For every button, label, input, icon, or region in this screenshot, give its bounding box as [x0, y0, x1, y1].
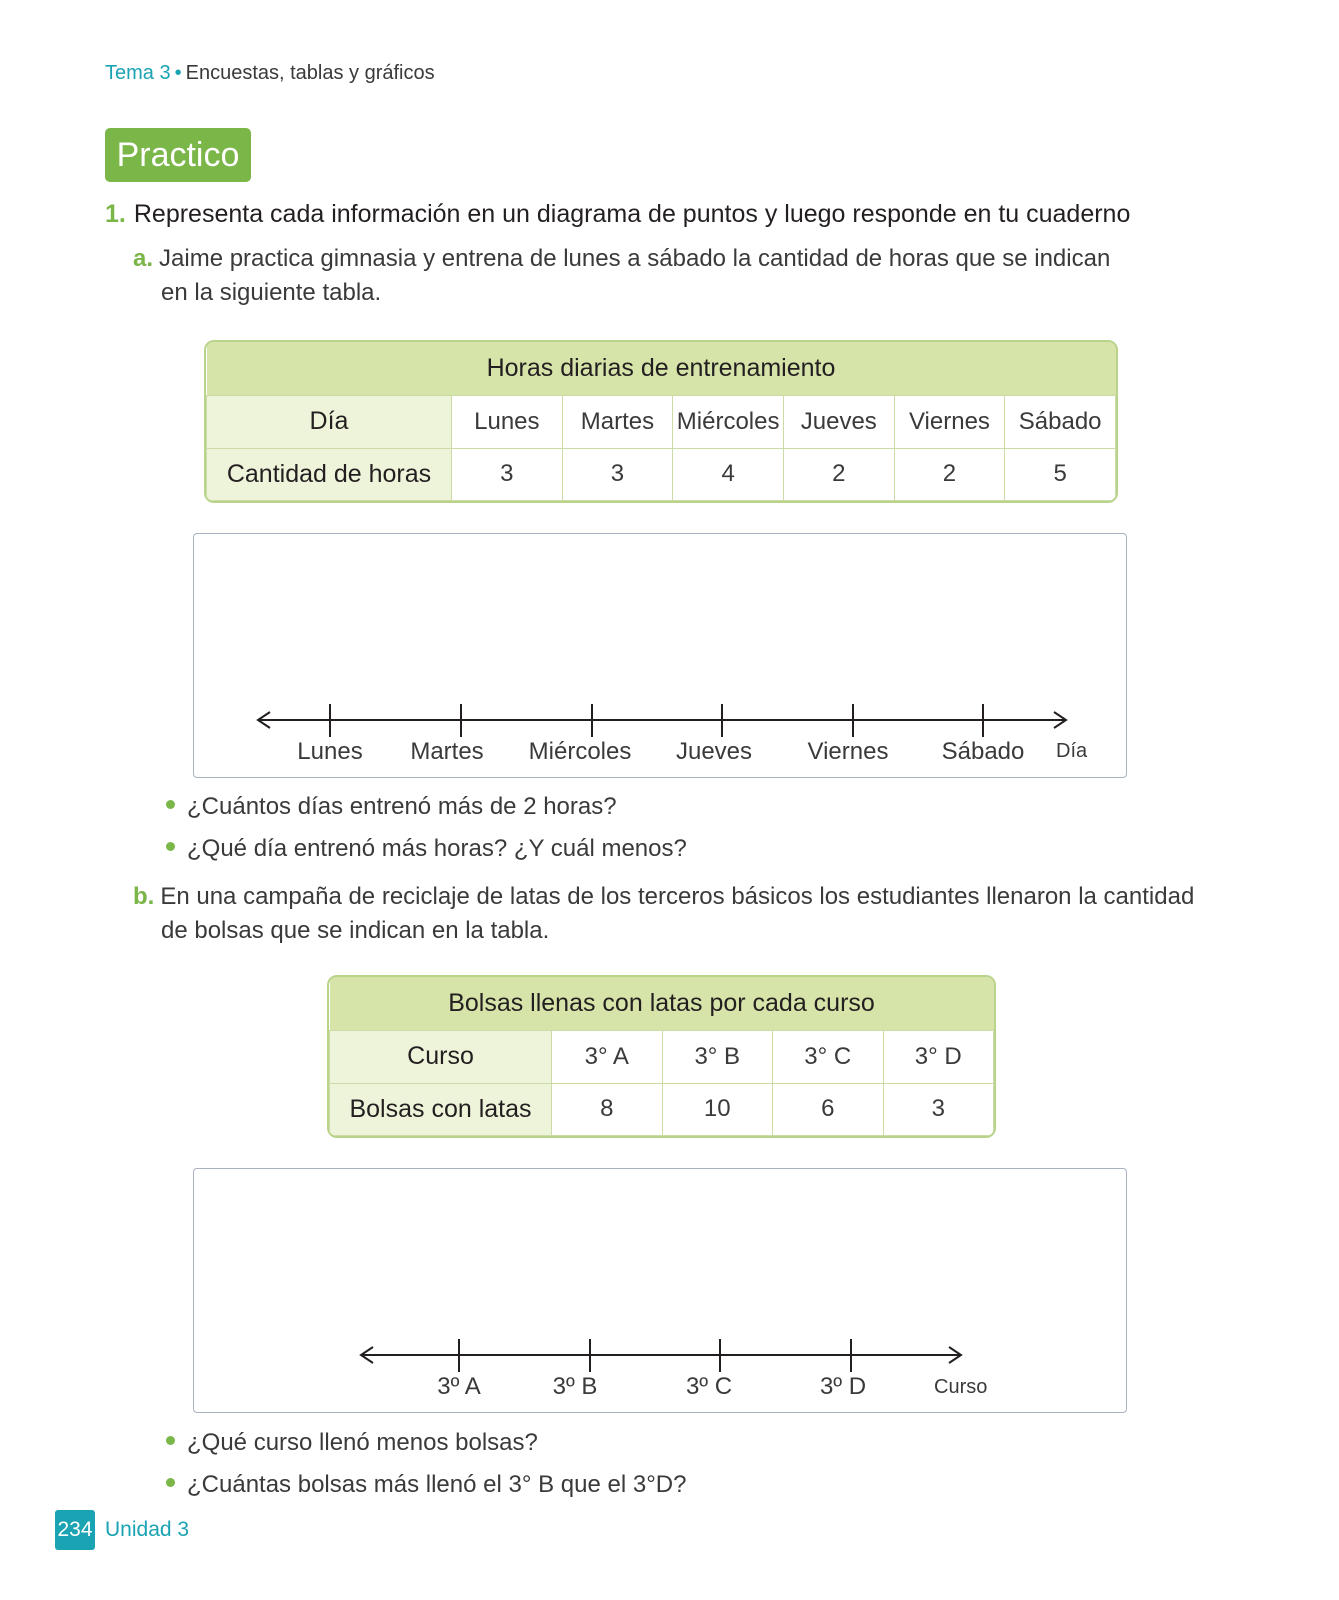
bags-cell: 6: [773, 1083, 884, 1136]
axis-label: Lunes: [297, 738, 363, 765]
bullet-icon: [166, 1436, 175, 1445]
row-header-course: Curso: [330, 1030, 552, 1083]
section-badge: Practico: [105, 128, 251, 182]
question-text: Representa cada información en un diagrama de puntos y luego responde en tu cuaderno: [133, 200, 1131, 228]
course-cell: 3° B: [662, 1030, 773, 1083]
part-letter: b.: [133, 883, 155, 910]
dot-plot-area-a[interactable]: [193, 533, 1127, 778]
unit-label: Unidad 3: [105, 1518, 190, 1541]
dot-plot-area-b[interactable]: [193, 1168, 1127, 1413]
question-1: [105, 200, 1130, 229]
row-header-day: Día: [207, 395, 452, 448]
axis-label: Miércoles: [528, 738, 632, 765]
day-cell: Viernes: [894, 395, 1005, 448]
row-header-bags: Bolsas con latas: [330, 1083, 552, 1136]
bullet-icon: [166, 800, 175, 809]
prompt-line-2: en la siguiente tabla.: [161, 279, 382, 306]
hours-cell: 2: [783, 448, 894, 501]
table-title: Bolsas llenas con latas por cada curso: [330, 977, 994, 1030]
day-cell: Jueves: [783, 395, 894, 448]
prompt-line-2: de bolsas que se indican en la tabla.: [161, 917, 550, 944]
axis-label: Viernes: [807, 738, 889, 765]
axis-label: 3º C: [685, 1373, 733, 1400]
table-title: Horas diarias de entrenamiento: [207, 342, 1116, 395]
question-number: 1.: [105, 200, 126, 228]
axis-name: Curso: [934, 1376, 988, 1398]
topic-subtitle: Encuestas, tablas y gráficos: [185, 62, 435, 84]
day-cell: Lunes: [452, 395, 563, 448]
bags-cell: 8: [552, 1083, 663, 1136]
topic-label: Tema 3: [105, 62, 171, 84]
hours-cell: 5: [1005, 448, 1116, 501]
separator-dot: •: [174, 62, 182, 84]
axis-label: 3º D: [819, 1373, 867, 1400]
hours-cell: 3: [452, 448, 563, 501]
course-cell: 3° A: [552, 1030, 663, 1083]
course-cell: 3° C: [773, 1030, 884, 1083]
axis-name: Día: [1056, 740, 1088, 762]
page-number: 234: [55, 1510, 95, 1550]
bags-cell: 3: [883, 1083, 994, 1136]
bullet-text: ¿Cuántas bolsas más llenó el 3° B que el 3°D?: [187, 1471, 687, 1498]
row-header-hours: Cantidad de horas: [207, 448, 452, 501]
part-a-prompt: [133, 242, 1110, 310]
question-bullet: [166, 1471, 686, 1499]
bullet-text: ¿Qué curso llenó menos bolsas?: [187, 1429, 538, 1456]
axis-label: Jueves: [675, 738, 753, 765]
axis-label: 3º A: [437, 1373, 481, 1400]
bullet-text: ¿Cuántos días entrenó más de 2 horas?: [187, 793, 617, 820]
course-cell: 3° D: [883, 1030, 994, 1083]
day-cell: Martes: [562, 395, 673, 448]
hours-cell: 3: [562, 448, 673, 501]
question-bullet: [166, 835, 687, 863]
bags-table: [327, 975, 996, 1138]
axis-label: Martes: [410, 738, 484, 765]
question-bullet: [166, 793, 617, 821]
page-header: [105, 62, 435, 85]
bags-cell: 10: [662, 1083, 773, 1136]
bullet-icon: [166, 1478, 175, 1487]
part-b-prompt: [133, 880, 1194, 948]
hours-cell: 4: [673, 448, 784, 501]
day-cell: Miércoles: [673, 395, 784, 448]
part-letter: a.: [133, 245, 154, 272]
bullet-text: ¿Qué día entrenó más horas? ¿Y cuál menos?: [187, 835, 687, 862]
prompt-line-1: En una campaña de reciclaje de latas de los terceros básicos los estudiantes llenaron la cantidad: [160, 883, 1195, 910]
hours-cell: 2: [894, 448, 1005, 501]
day-cell: Sábado: [1005, 395, 1116, 448]
axis-label: Sábado: [941, 738, 1025, 765]
question-bullet: [166, 1429, 538, 1457]
bullet-icon: [166, 842, 175, 851]
prompt-line-1: Jaime practica gimnasia y entrena de lunes a sábado la cantidad de horas que se indican: [159, 245, 1111, 272]
training-hours-table: [204, 340, 1118, 503]
axis-label: 3º B: [552, 1373, 598, 1400]
